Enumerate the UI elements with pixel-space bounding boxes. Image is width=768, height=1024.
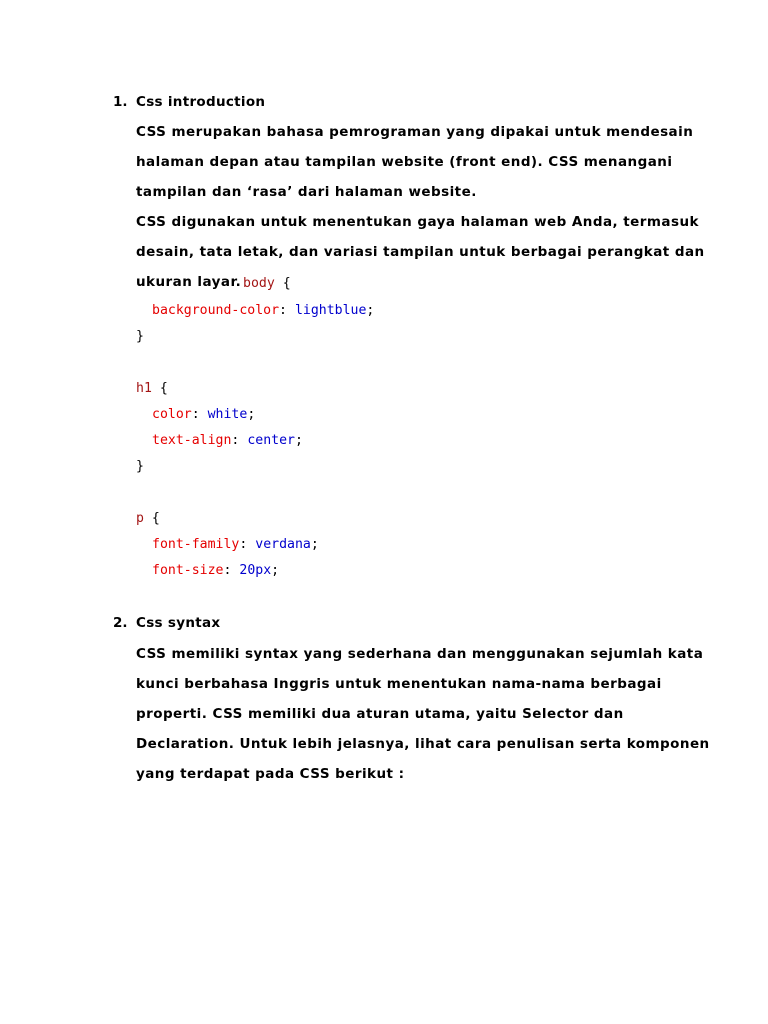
code-line-p-rule-2 [152, 564, 279, 577]
code-colon: : [223, 563, 232, 578]
section-1-para1-line1: CSS merupakan bahasa pemrograman yang dipakai untuk mendesain [136, 124, 694, 140]
code-selector-body: body [243, 276, 275, 291]
code-line-p-rule-1 [152, 538, 319, 551]
code-value: white [207, 407, 248, 422]
code-selector-h1: h1 [136, 381, 152, 396]
code-semicolon: ; [271, 563, 280, 578]
section-2-number: 2. [113, 615, 128, 631]
code-semicolon: ; [310, 537, 319, 552]
code-open-brace: { [282, 276, 291, 291]
code-line-h1-rule-2 [152, 434, 303, 447]
code-property: font-size [152, 563, 224, 578]
section-2-para1-line5: yang terdapat pada CSS berikut : [136, 766, 405, 782]
code-colon: : [239, 537, 248, 552]
section-1-title: Css introduction [136, 94, 266, 110]
section-2-para1-line3: properti. CSS memiliki dua aturan utama, yaitu Selector dan [136, 706, 624, 722]
code-value: center [247, 433, 295, 448]
code-property: font-family [152, 537, 240, 552]
section-1-para2-line2: desain, tata letak, dan variasi tampilan untuk berbagai perangkat dan [136, 244, 705, 260]
code-close-brace: } [136, 329, 144, 344]
code-line-body-rule-1 [152, 304, 374, 317]
section-1-number: 1. [113, 94, 128, 110]
code-selector-p: p [136, 511, 144, 526]
section-2-para1-line2: kunci berbahasa Inggris untuk menentukan nama-nama berbagai [136, 676, 662, 692]
code-open-brace: { [159, 381, 168, 396]
section-1-para1-line2: halaman depan atau tampilan website (front end). CSS menangani [136, 154, 673, 170]
code-line-h1-rule-1 [152, 408, 255, 421]
code-open-brace: { [151, 511, 160, 526]
code-colon: : [231, 433, 240, 448]
code-property: text-align [152, 433, 232, 448]
section-2-para1-line4: Declaration. Untuk lebih jelasnya, lihat cara penulisan serta komponen [136, 736, 710, 752]
section-1-para1-line3: tampilan dan ‘rasa’ dari halaman website. [136, 184, 477, 200]
code-value: 20px [239, 563, 272, 578]
section-2-title: Css syntax [136, 615, 221, 631]
code-semicolon: ; [366, 303, 375, 318]
code-value: verdana [255, 537, 311, 552]
code-property: background-color [152, 303, 280, 318]
code-line-p-open [136, 512, 160, 525]
code-property: color [152, 407, 192, 422]
code-close-brace: } [136, 459, 144, 474]
code-colon: : [191, 407, 200, 422]
code-value: lightblue [294, 303, 367, 318]
code-semicolon: ; [247, 407, 256, 422]
code-line-body-close [136, 330, 144, 343]
code-line-body-open [243, 277, 291, 290]
code-line-h1-close [136, 460, 144, 473]
code-line-h1-open [136, 382, 168, 395]
code-colon: : [279, 303, 287, 318]
code-semicolon: ; [294, 433, 303, 448]
section-2-para1-line1: CSS memiliki syntax yang sederhana dan menggunakan sejumlah kata [136, 646, 704, 662]
section-1-para2-line1: CSS digunakan untuk menentukan gaya halaman web Anda, termasuk [136, 214, 699, 230]
section-1-para2-line3: ukuran layar. [136, 274, 242, 290]
